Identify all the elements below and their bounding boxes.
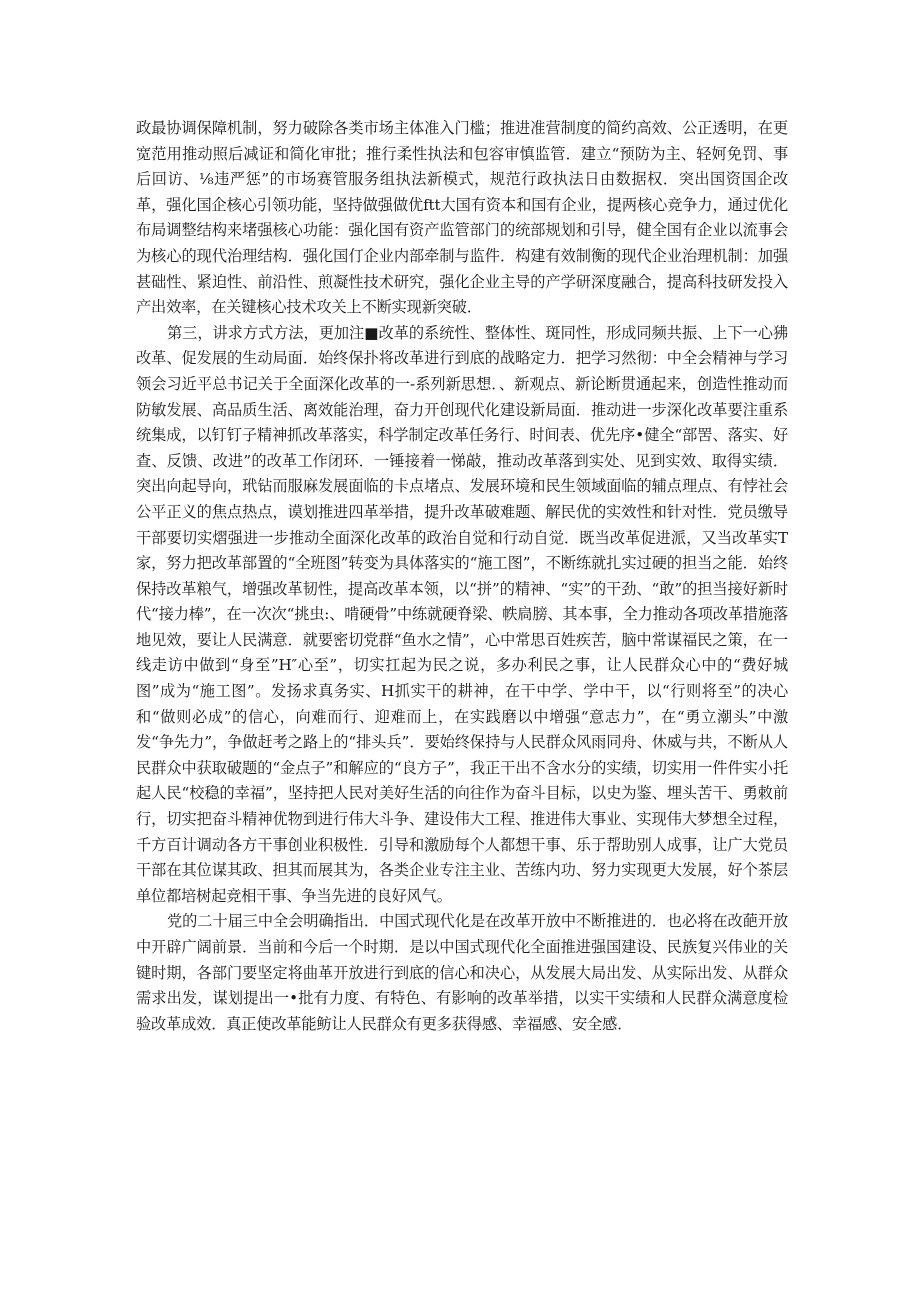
document-body (136, 116, 788, 1037)
paragraph-3: 党的二十届三中全会明确指出．中国式现代化是在改革开放中不断推进的．也必将在改葩开放中开辟广阔前景．当前和今后一个时期．是以中国式现代化全面推进强国建设、民族复兴伟业的关键时期，各部门要坚定将曲革开放进行到底的信心和决心，从发展大局出发、从实际出发、从群众需求出发，谋划提出一•批有力度、有特色、有影响的改革举措，以实干实绩和人民群众满意度检验改革成效．真正使改革能鲂让人民群众有更多获得感、幸福感、安全感． (136, 912, 788, 1033)
paragraph-1: 政最协调保障机制，努力破除各类市场主体准入门槛；推进准营制度的简约高效、公正透明，在更宽范用推动照后减证和简化审批；推行柔性执法和包容审慎监管．建立“预防为主、轻妸免罚、事后回访、⅛违严惩”的市场赛管服务组执法新模式，规范行政执法日由数据权．突出国资国企改革，强化国企核心引领功能，坚持做强做优ftt大国有资本和国有企业，提两核心竞争力，通过优化布局调整结构来堵强核心功能：强化国有资产监管部门的统部规划和引导，健全国有企业以流事会为核心的现代治理结构．强化国仃企业内部牵制与监件．构建有效制衡的现代企业治理机制：加强甚础性、紧迫性、前沿性、煎凝性技术研究，强化企业主导的产学研深度融合，提高科技研发投入产出效率，在关键核心技术攻关上不断实现新突破． (136, 119, 788, 317)
paragraph-2: 第三，讲求方式方法，更加注■改革的系统性、整体性、斑同性，形成同频共振、上下一心狒改革、促发展的生动局面．始终保扑将改革进行到底的战略定力．把学习然彻：中全会精神与学习领会习近平总书记关于全面深化改革的一-系列新思想．、新观点、新论断贯通起来，创造性推动而防敏发展、高品质生活、离效能治理，奋力开创现代化建设新局面．推动进一步深化改革要注重系统集成，以钉钉子精神抓改革落实，科学制定改革任务行、时间表、优先序•健全“部罟、落实、好查、反馈、改进”的改革工作闭环．一锤接着一悌敲，推动改革落到实处、见到实效、取得实绩．突出向起导向，玳钻而服麻发展面临的卡点堵点、发展环境和民生领域面临的辅点理点、有悖社会公平正义的焦点热点，谟划推进四革举措，提升改革破难题、解民优的实效性和针对性．党员缴导干部要切实熠强进一步推动全面深化改革的政治自觉和行动自觉．既当改革促进派，又当改革实T家，努力把改革部置的“全班图”转变为具体落实的“施工图”，不断练就扎实过硬的担当之能．始终保持改革粮气，增强改革韧性，提高改革本领，以“拼”的精神、“实”的干劲、“敢”的担当接好新时代“接力棒”，在一次次“挑虫:、啃硬骨”中练就硬脊梁、帙扃膀、其本事，全力推动各项改革措施落地见效，要让人民满意．就要密切党群“鱼水之情”，心中常思百姓疾苦，脑中常谋福民之策，在一线走访中做到“身至”H″心至”，切实扛起为民之说，多办利民之事，让人民群众心中的“费好城图”成为“施工图”。发扬求真务实、H抓实干的耕神，在干中学、学中干，以“行则将至”的决心和“做则必成”的信心，向难而行、迎难而上，在实践磨以中增强“意志力”，在“勇立潮头”中激发“争先力”，争做赶考之路上的“排头兵”．要始终保持与人民群众风雨同舟、休威与共，不断从人民群众中获取破题的“金点子”和解应的“良方子”，我正干出不含水分的实绩，切实用一件件实小托起人民“校稳的幸福”，坚持把人民对美好生活的向往作为奋斗目标，以史为鉴、埋头苦干、勇敕前行，切实把奋斗精神优物到进行伟大斗争、建设伟大工程、推进伟大事业、实现伟大梦想全过程，千方百计调动各方干事创业积极性．引导和激励每个人都想干事、乐于帮助别人成事，让广大党员干部在其位谋其政、担其而展其为，各类企业专注主业、苦练内功、努力实现更大发展，好个茶层单位都培树起竞相干事、争当先进的良好风气。 (136, 323, 788, 905)
